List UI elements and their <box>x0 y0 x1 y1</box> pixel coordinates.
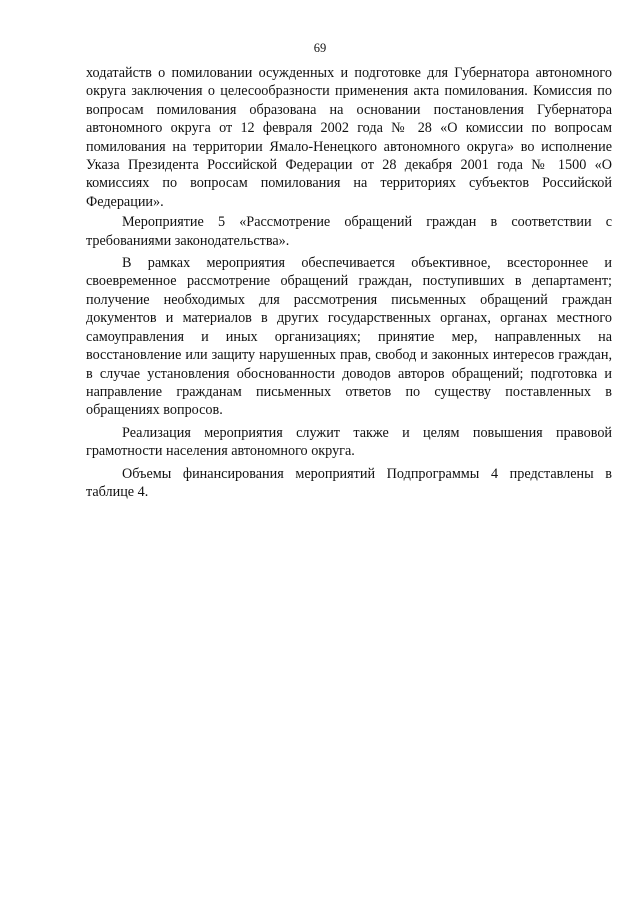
paragraph-financing-reference: Объемы финансирования мероприятий Подпрограммы 4 представлены в таблице 4. <box>86 465 612 500</box>
paragraph-legal-literacy: Реализация мероприятия служит также и целям повышения правовой грамотности населения автономного округа. <box>86 424 612 460</box>
paragraph-measure-5-title: Мероприятие 5 «Рассмотрение обращений граждан в соответствии с требованиями законодательства». <box>86 214 612 249</box>
page-number: 69 <box>313 41 327 55</box>
paragraph-pardon-commission: ходатайств о помиловании осужденных и подготовке для Губернатора автономного округа заключения о целесообразности применения акта помилования. Комиссия по вопросам помилования образована на основании постановления Губернатора автономного округа от 12 февраля 2002 года № 28 «О комиссии по вопросам помилования на территории Ямало-Ненецкого автономного округа» во исполнение Указа Президента Российской Федерации от 28 декабря 2001 года № 1500 «О комиссиях по вопросам помилования на территориях субъектов Российской Федерации». <box>86 65 612 210</box>
body-text <box>86 64 612 505</box>
paragraph-measure-5-description: В рамках мероприятия обеспечивается объективное, всестороннее и своевременное рассмотрение обращений граждан, поступивших в департамент; получение необходимых для рассмотрения письменных обращений граждан документов и материалов в других государственных органах, органах местного самоуправления и иных организациях; принятие мер, направленных на восстановление или защиту нарушенных прав, свобод и законных интересов граждан, в случае установления обоснованности доводов авторов обращений; подготовка и направление гражданам письменных ответов по существу поставленных в обращениях вопросов. <box>86 255 612 419</box>
